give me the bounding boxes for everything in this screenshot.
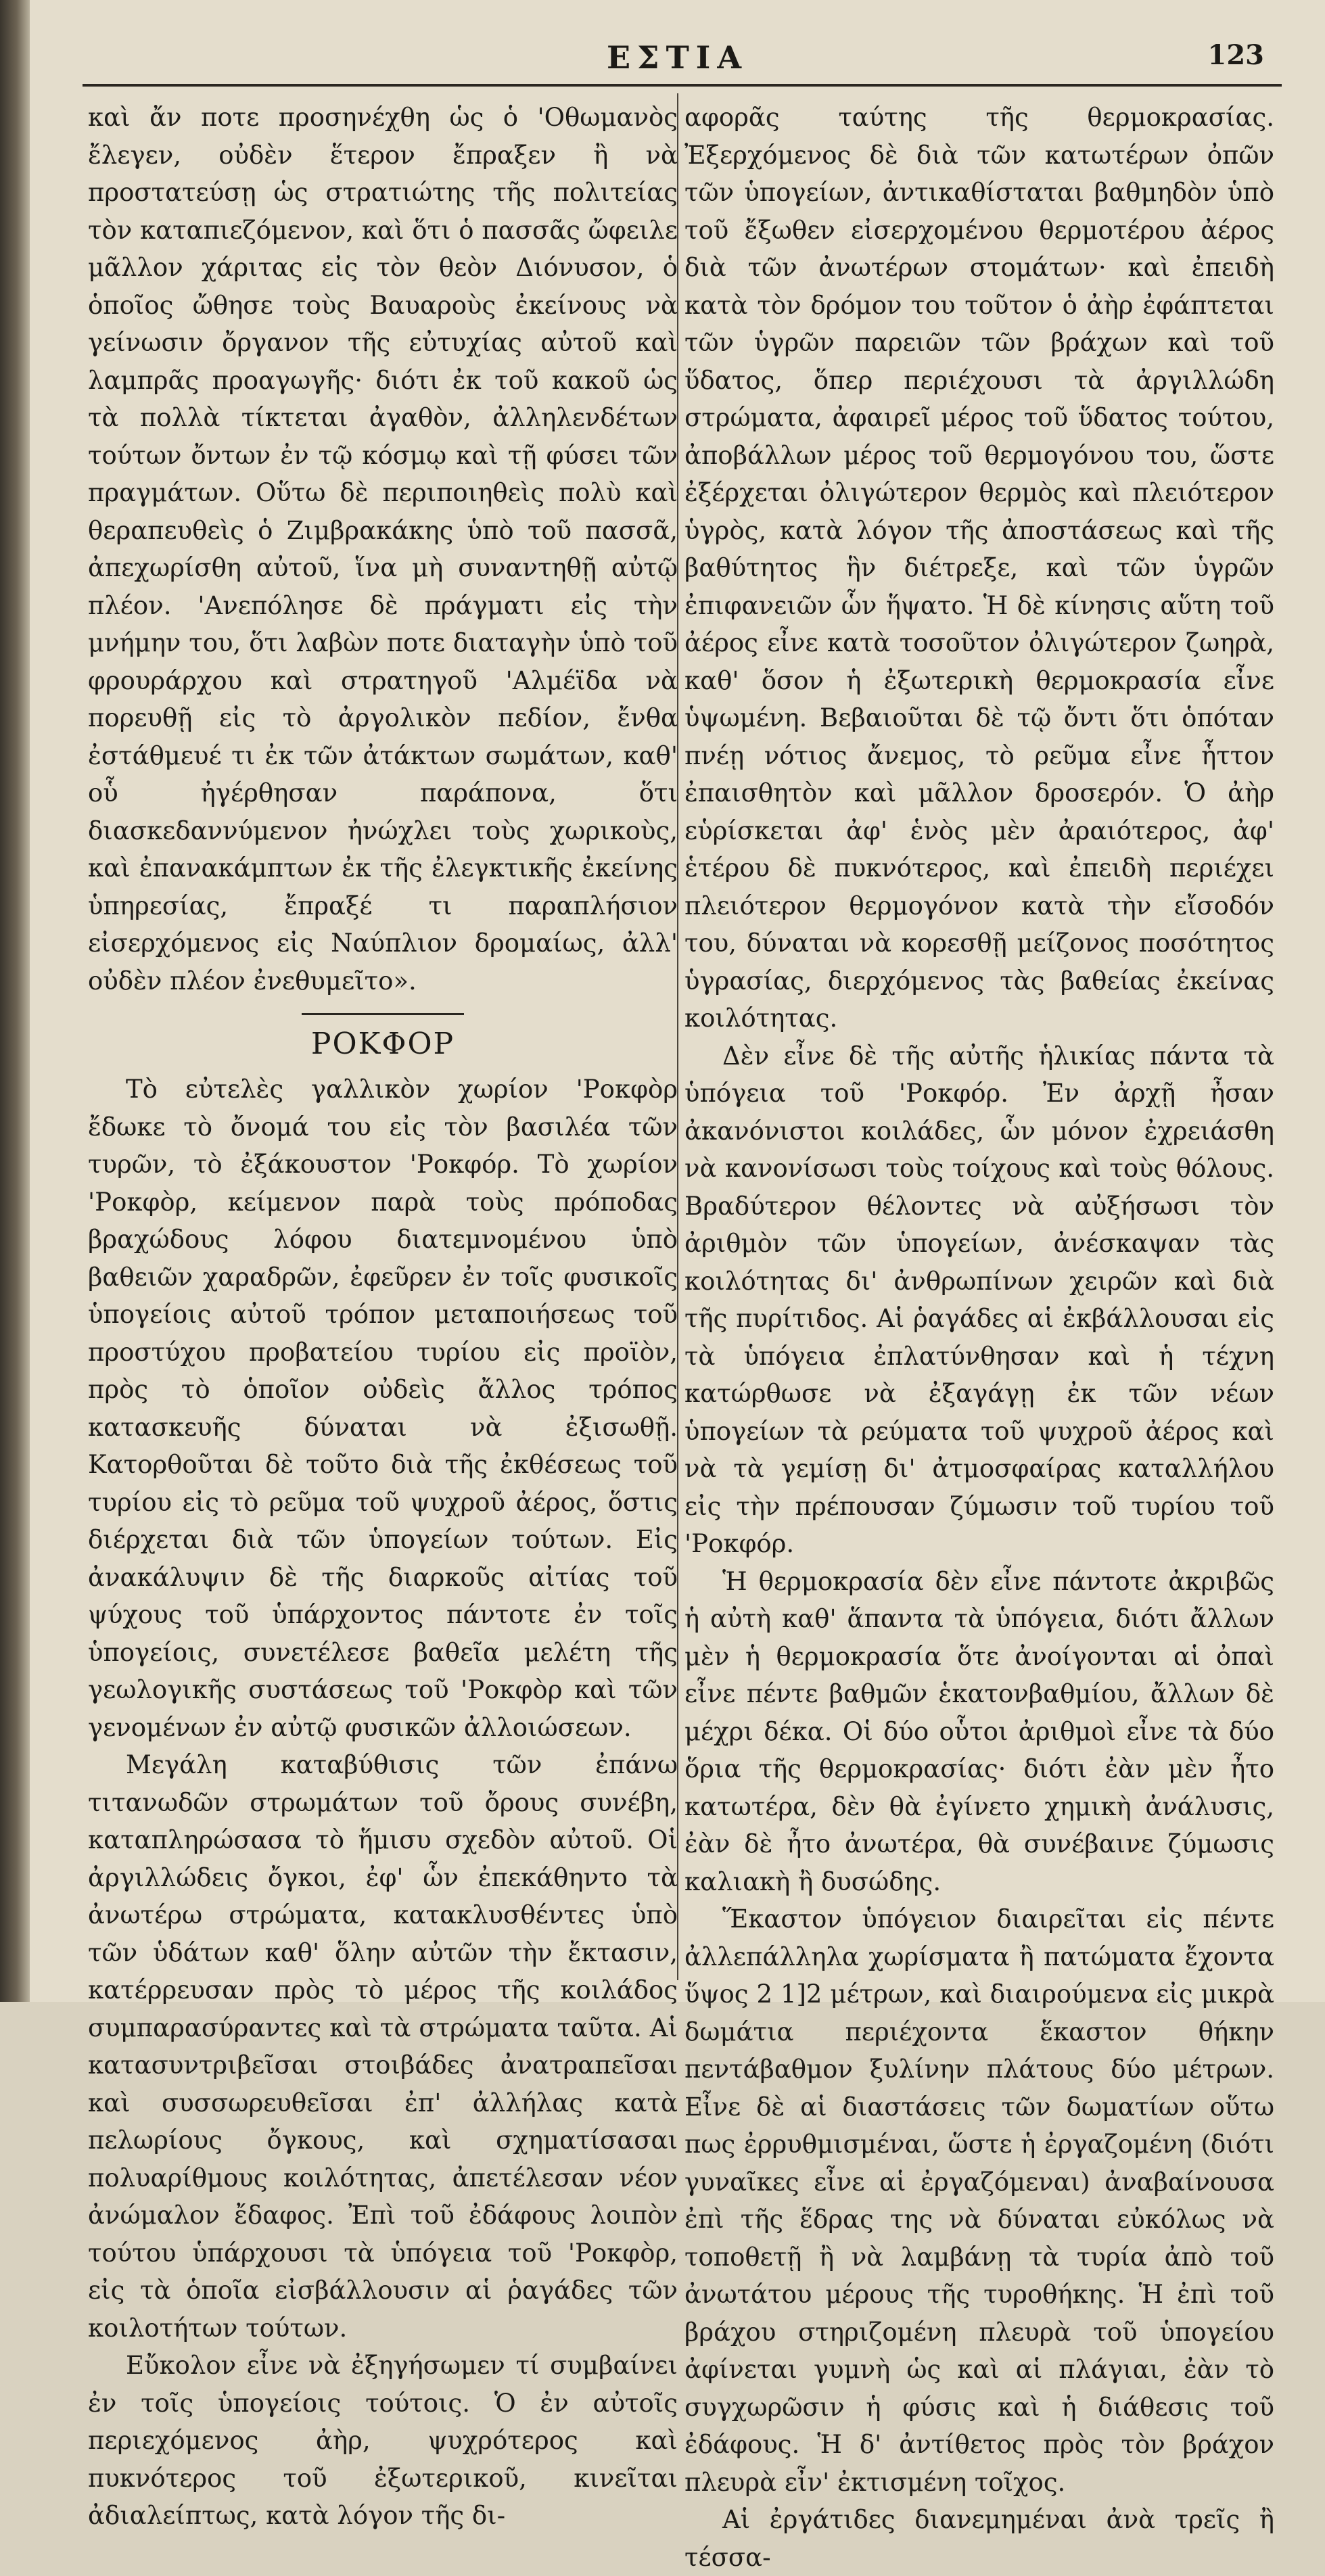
article-paragraph: Ἡ θερμοκρασία δὲν εἶνε πάντοτε ἀκριβῶς ἡ αὐτὴ καθ' ἅπαντα τὰ ὑπόγεια, διότι ἄλλων μὲν ἡ θερμοκρασία ὅτε ἀνοίγονται αἱ ὀπαὶ εἶνε πέντε βαθμῶν ἑκατονβαθμίου, ἄλλων δὲ μέχρι δέκα. Οἱ δύο οὗτοι ἀριθμοὶ εἶνε τὰ δύο ὅρια τῆς θερμοκρασίας· διότι ἐὰν μὲν ἦτο κατωτέρα, δὲν θὰ ἐγίνετο χημικὴ ἀνάλυσις, ἐὰν δὲ ἦτο ἀνωτέρα, θὰ συνέβαινε ζύμωσις καλιακὴ ἢ δυσώδης. bbox=[684, 1566, 1274, 1896]
left-column bbox=[88, 99, 678, 2535]
article-paragraph: Εὔκολον εἶνε νὰ ἐξηγήσωμεν τί συμβαίνει ἐν τοῖς ὑπογείοις τούτοις. Ὁ ἐν αὐτοῖς περιεχόμενος ἀὴρ, ψυχρότερος καὶ πυκνότερος τοῦ ἐξωτερικοῦ, κινεῖται ἀδιαλείπτως, κατὰ λόγον τῆς δι- bbox=[88, 2351, 678, 2530]
continued-paragraph: καὶ ἄν ποτε προσηνέχθη ὡς ὁ 'Οθωμανὸς ἔλεγεν, οὐδὲν ἕτερον ἔπραξεν ἢ νὰ προστατεύσῃ ὡς στρατιώτης τῆς πολιτείας τὸν καταπιεζόμενον, καὶ ὅτι ὁ πασσᾶς ὤφειλε μᾶλλον χάριτας εἰς τὸν θεὸν Διόνυσον, ὁ ὁποῖος ὤθησε τοὺς Βαυαροὺς ἐκείνους νὰ γείνωσιν ὄργανον τῆς εὐτυχίας αὐτοῦ καὶ λαμπρᾶς προαγωγῆς· διότι ἐκ τοῦ κακοῦ ὡς τὰ πολλὰ τίκτεται ἀγαθὸν, ἀλληλενδέτων τούτων ὄντων ἐν τῷ κόσμῳ καὶ τῇ φύσει τῶν πραγμάτων. Οὕτω δὲ περιποιηθεὶς πολὺ καὶ θεραπευθεὶς ὁ Ζιμβρακάκης ὑπὸ τοῦ πασσᾶ, ἀπεχωρίσθη αὐτοῦ, ἵνα μὴ συναντηθῇ αὐτῷ πλέον. 'Ανεπόλησε δὲ πράγματι εἰς τὴν μνήμην του, ὅτι λαβὼν ποτε διαταγὴν ὑπὸ τοῦ φρουράρχου καὶ στρατηγοῦ 'Αλμέϊδα νὰ πορευθῇ εἰς τὸ ἀργολικὸν πεδίον, ἔνθα ἐστάθμευέ τι ἐκ τῶν ἀτάκτων σωμάτων, καθ' οὗ ἠγέρθησαν παράπονα, ὅτι διασκεδαννύμενον ἠνώχλει τοὺς χωρικοὺς, καὶ ἐπανακάμπτων ἐκ τῆς ἐλεγκτικῆς ἐκείνης ὑπηρεσίας, ἔπραξέ τι παραπλήσιον εἰσερχόμενος εἰς Ναύπλιον δρομαίως, ἀλλ' οὐδὲν πλέον ἐνεθυμεῖτο». bbox=[88, 103, 678, 996]
article-title: ΡΟΚΦΟΡ bbox=[310, 1027, 455, 1061]
article-paragraph: Ἕκαστον ὑπόγειον διαιρεῖται εἰς πέντε ἀλλεπάλληλα χωρίσματα ἢ πατώματα ἔχοντα ὕψος 2 1]2 μέτρων, καὶ διαιρούμενα εἰς μικρὰ δωμάτια περιέχοντα ἕκαστον θήκην πεντάβαθμον ξυλίνην πλάτους δύο μέτρων. Εἶνε δὲ αἱ διαστάσεις τῶν δωματίων οὕτω πως ἐρρυθμισμέναι, ὥστε ἡ ἐργαζομένη (διότι γυναῖκες εἶνε αἱ ἐργαζόμεναι) ἀναβαίνουσα ἐπὶ τῆς ἕδρας της νὰ δύναται εὐκόλως νὰ τοποθετῇ ἢ νὰ λαμβάνῃ τὰ τυρία ἀπὸ τοῦ ἀνωτάτου μέρους τῆς τυροθήκης. Ἡ ἐπὶ τοῦ βράχου στηριζομένη πλευρὰ τοῦ ὑπογείου ἀφίνεται γυμνὴ ὡς καὶ αἱ πλάγιαι, ἐὰν τὸ συγχωρῶσιν ἡ φύσις καὶ ἡ διάθεσις τοῦ ἐδάφους. Ἡ δ' ἀντίθετος πρὸς τὸν βράχον πλευρὰ εἶν' ἐκτισμένη τοῖχος. bbox=[684, 1904, 1274, 2497]
article-paragraph: Δὲν εἶνε δὲ τῆς αὐτῆς ἡλικίας πάντα τὰ ὑπόγεια τοῦ 'Ροκφόρ. Ἐν ἀρχῇ ἦσαν ἀκανόνιστοι κοιλάδες, ὧν μόνον ἐχρειάσθη νὰ κανονίσωσι τοὺς τοίχους καὶ τοὺς θόλους. Βραδύτερον θέλοντες νὰ αὐξήσωσι τὸν ἀριθμὸν τῶν ὑπογείων, ἀνέσκαψαν τὰς κοιλότητας δι' ἀνθρωπίνων χειρῶν καὶ διὰ τῆς πυρίτιδος. Αἱ ῥαγάδες αἱ ἐκβάλλουσαι εἰς τὰ ὑπόγεια ἐπλατύνθησαν καὶ ἡ τέχνη κατώρθωσε νὰ ἐξαγάγῃ ἐκ τῶν νέων ὑπογείων τὰ ρεύματα τοῦ ψυχροῦ ἀέρος καὶ νὰ τὰ γεμίσῃ δι' ἀτμοσφαίρας καταλλήλου εἰς τὴν πρέπουσαν ζύμωσιν τοῦ τυρίου τοῦ 'Ροκφόρ. bbox=[684, 1041, 1274, 1558]
newspaper-page bbox=[30, 0, 1325, 2572]
article-paragraph: Τὸ εὐτελὲς γαλλικὸν χωρίον 'Ροκφὸρ ἔδωκε τὸ ὄνομά του εἰς τὸν βασιλέα τῶν τυρῶν, τὸ ἐξάκουστον 'Ροκφόρ. Τὸ χωρίον 'Ροκφὸρ, κείμενον παρὰ τοὺς πρόποδας βραχώδους λόφου διατεμνομένου ὑπὸ βαθειῶν χαραδρῶν, ἐφεῦρεν ἐν τοῖς φυσικοῖς ὑπογείοις αὐτοῦ τρόπον μεταποιήσεως τοῦ προστύχου προβατείου τυρίου εἰς προϊὸν, πρὸς τὸ ὁποῖον οὐδεὶς ἄλλος τρόπος κατασκευῆς δύναται νὰ ἐξισωθῇ. Κατορθοῦται δὲ τοῦτο διὰ τῆς ἐκθέσεως τοῦ τυρίου εἰς τὸ ρεῦμα τοῦ ψυχροῦ ἀέρος, ὅστις διέρχεται διὰ τῶν ὑπογείων τούτων. Εἰς ἀνακάλυψιν δὲ τῆς διαρκοῦς αἰτίας τοῦ ψύχους τοῦ ὑπάρχοντος πάντοτε ἐν τοῖς ὑπογείοις, συνετέλεσε βαθεῖα μελέτη τῆς γεωλογικῆς συστάσεως τοῦ 'Ροκφὸρ καὶ τῶν γενομένων ἐν αὐτῷ φυσικῶν ἀλλοιώσεων. bbox=[88, 1075, 678, 1742]
page-number: 123 bbox=[1207, 39, 1264, 71]
header-rule bbox=[83, 84, 1282, 87]
section-divider bbox=[302, 1013, 464, 1015]
running-title: ΕΣΤΙΑ bbox=[606, 39, 749, 76]
continued-paragraph: αφορᾶς ταύτης τῆς θερμοκρασίας. Ἐξερχόμενος δὲ διὰ τῶν κατωτέρων ὀπῶν τῶν ὑπογείων, ἀντικαθίσταται βαθμηδὸν ὑπὸ τοῦ ἔξωθεν εἰσερχομένου θερμοτέρου ἀέρος διὰ τῶν ἀνωτέρων στομάτων· καὶ ἐπειδὴ κατὰ τὸν δρόμον του τοῦτον ὁ ἀὴρ ἐφάπτεται τῶν ὑγρῶν παρειῶν τῶν βράχων καὶ τοῦ ὕδατος, ὅπερ περιέχουσι τὰ ἀργιλλώδη στρώματα, ἀφαιρεῖ μέρος τοῦ ὕδατος τούτου, ἀποβάλλων μέρος τοῦ θερμογόνου του, ὥστε ἐξέρχεται ὀλιγώτερον θερμὸς καὶ πλειότερον ὑγρὸς, κατὰ λόγον τῆς ἀποστάσεως καὶ τῆς βαθύτητος ἣν διέτρεξε, καὶ τῶν ὑγρῶν ἐπιφανειῶν ὧν ἥψατο. Ἡ δὲ κίνησις αὕτη τοῦ ἀέρος εἶνε κατὰ τοσοῦτον ὀλιγώτερον ζωηρὰ, καθ' ὅσον ἡ ἐξωτερικὴ θερμοκρασία εἶνε ὑψωμένη. Βεβαιοῦται δὲ τῷ ὄντι ὅτι ὁπόταν πνέῃ νότιος ἄνεμος, τὸ ρεῦμα εἶνε ἧττον ἐπαισθητὸν καὶ μᾶλλον δροσερόν. Ὁ ἀὴρ εὑρίσκεται ἀφ' ἑνὸς μὲν ἀραιότερος, ἀφ' ἑτέρου δὲ πυκνότερος, καὶ ἐπειδὴ περιέχει πλειότερον θερμογόνον κατὰ τὴν εἴσοδόν του, δύναται νὰ κορεσθῇ μείζονος ποσότητος ὑγρασίας, διερχόμενος τὰς βαθείας ἐκείνας κοιλότητας. bbox=[684, 103, 1274, 1033]
article-paragraph: Μεγάλη καταβύθισις τῶν ἐπάνω τιτανωδῶν στρωμάτων τοῦ ὄρους συνέβη, καταπληρώσασα τὸ ἥμισυ σχεδὸν αὐτοῦ. Οἱ ἀργιλλώδεις ὄγκοι, ἐφ' ὧν ἐπεκάθηντο τὰ ἀνωτέρω στρώματα, κατακλυσθέντες ὑπὸ τῶν ὑδάτων καθ' ὅλην αὐτῶν τὴν ἔκτασιν, κατέρρευσαν πρὸς τὸ μέρος τῆς κοιλάδος συμπαρασύραντες καὶ τὰ στρώματα ταῦτα. Αἱ κατασυντριβεῖσαι στοιβάδες ἀνατραπεῖσαι καὶ συσσωρευθεῖσαι ἐπ' ἀλλήλας κατὰ πελωρίους ὄγκους, καὶ σχηματίσασαι πολυαρίθμους κοιλότητας, ἀπετέλεσαν νέον ἀνώμαλον ἔδαφος. Ἐπὶ τοῦ ἐδάφους λοιπὸν τούτου ὑπάρχουσι τὰ ὑπόγεια τοῦ 'Ροκφὸρ, εἰς τὰ ὁποῖα εἰσβάλλουσιν αἱ ῥαγάδες τῶν κοιλοτήτων τούτων. bbox=[88, 1750, 678, 2343]
right-column bbox=[684, 99, 1274, 2576]
binding-gutter bbox=[0, 0, 30, 2002]
article-paragraph: Αἱ ἐργάτιδες διανεμημέναι ἀνὰ τρεῖς ἢ τέσσα- bbox=[684, 2505, 1274, 2572]
